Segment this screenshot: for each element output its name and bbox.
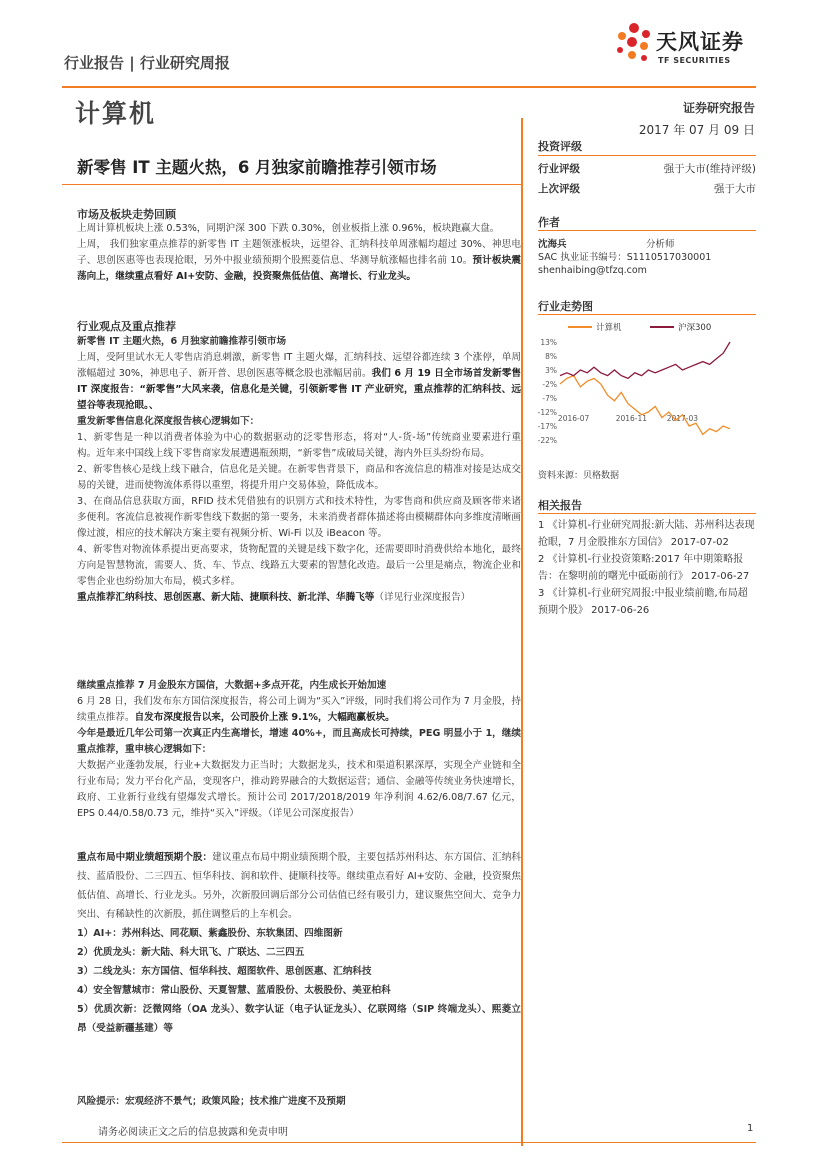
views-recommend-bold: 重点推荐汇纳科技、思创医惠、新大陆、捷顺科技、新北洋、华腾飞等 xyxy=(77,592,375,603)
views-point-2: 2、新零售核心是线上线下融合，信息化是关键。在新零售背景下，商品和客流信息的精准对接是达成交易的关键，进而使物流体系得以重塑，将提升用户交易体验，降低成本。 xyxy=(77,464,521,491)
stock-list-2: 2）优质龙头：新大陆、科大讯飞、广联达、二三四五 xyxy=(77,947,305,958)
trend-chart xyxy=(530,318,756,460)
dfgx-para-1 xyxy=(77,694,521,726)
author-role: 分析师 xyxy=(646,239,675,250)
author-divider xyxy=(538,230,756,231)
rating-title: 投资评级 xyxy=(538,140,582,153)
market-section-body xyxy=(77,221,521,285)
x-tick-label: 2017-03 xyxy=(666,414,699,423)
y-tick-label: -2% xyxy=(542,380,557,389)
rating-divider xyxy=(538,155,756,156)
prev-rating-value: 强于大市 xyxy=(714,183,756,195)
dfgx-para-1-text: 6 月 28 日，我们发布东方国信深度报告，将公司上调为“买入”评级，同时我们将公司作为 7 月金股，持续重点推荐。 xyxy=(77,696,521,723)
rating-value: 强于大市(维持评级) xyxy=(663,163,756,175)
chart-divider xyxy=(538,314,756,315)
author-row xyxy=(538,238,756,251)
views-para-1 xyxy=(77,350,521,414)
views-point-4: 4、新零售对物流体系提出更高要求，货物配置的关键是线下数字化，还需要即时消费供给本地化，最终方向是智慧物流，需要人、货、车、节点、线路五大要素的智慧化改造。最后一公里是痛点，物流企业和零售企业也纷纷加大布局，模式多样。 xyxy=(77,544,521,587)
y-tick-label: -22% xyxy=(537,436,557,445)
logo-mark-icon xyxy=(612,20,656,66)
y-tick-label: 13% xyxy=(540,338,557,347)
related-report-3[interactable]: 3 《计算机-行业研究周报:中报业绩前瞻,布局超预期个股》 2017-06-26 xyxy=(538,588,748,616)
y-tick-label: -7% xyxy=(542,394,557,403)
x-tick-label: 2016-11 xyxy=(615,414,648,423)
dfgx-para-1-bold: 自发布深度报告以来，公司股价上涨 9.1%，大幅跑赢板块。 xyxy=(134,712,395,723)
rating-label: 行业评级 xyxy=(538,163,580,175)
views-recommend-note: （详见行业深度报告） xyxy=(374,592,471,603)
dfgx-para-3: 大数据产业蓬勃发展，行业+大数据发力正当时；大数据龙头，技术和渠道积累深厚，实现全产业链和全行业布局；发力平台化产品，变现客户，推动跨界融合的大数据运营；通信、金融等传统业务快速增长，政府、工业新行业线有望爆发式增长。预计公司 2017/2018/2019 年净利润 4.62/6.08/7.67 亿元，EPS 0.44/0.58/0.73 元，维持“买入”评级。（详见公司深度报告） xyxy=(77,760,521,819)
midterm-text: 建议重点布局中期业绩预期个股，主要包括苏州科达、东方国信、汇纳科技、蓝盾股份、二三四五、恒华科技、润和软件、捷顺科技等。继续重点看好 AI+安防、金融，投资聚焦低估值、高增长、行业龙头。另外，次新股回调后部分公司估值已经有吸引力，建议聚焦空间大、竞争力突出、有稀缺性的次新股，抓住调整后的上车机会。 xyxy=(77,852,522,920)
y-tick-label: 8% xyxy=(545,352,557,361)
prev-rating-row xyxy=(538,181,756,196)
views-section-title: 行业观点及重点推荐 xyxy=(77,320,176,333)
title-divider xyxy=(62,184,522,185)
related-list xyxy=(538,517,756,619)
report-date: 2017 年 07 月 09 日 xyxy=(638,123,755,137)
logo-text-en: TF SECURITIES xyxy=(658,56,731,65)
views-para-1-bold: 我们 6 月 19 日全市场首发新零售 IT 深度报告：“新零售”大风来袭，信息化是关键，引领新零售 IT 产业研究，重点推荐的汇纳科技、远望谷等表现抢眼。、 xyxy=(77,368,521,411)
views-point-3: 3、在商品信息获取方面，RFID 技术凭借独有的识别方式和技术特性，为零售商和供应商及顾客带来诸多便利。客流信息被视作新零售线下数据的第一要务，未来消费者群体描述将由模糊群体向多维度清晰画像过渡，相应的技术解决方案主要有视频分析、Wi-Fi 以及 iBeacon 等。 xyxy=(77,496,521,539)
dfgx-para-2: 今年是最近几年公司第一次真正内生高增长，增速 40%+，而且高成长可持续，PEG 明显小于 1，继续重点推荐，重申核心逻辑如下： xyxy=(77,728,521,755)
report-type: 证券研究报告 xyxy=(682,101,755,115)
views-logic-title: 重发新零售信息化深度报告核心逻辑如下： xyxy=(77,416,260,427)
related-divider xyxy=(538,513,756,514)
market-para-2 xyxy=(77,237,521,285)
stock-list-4: 4）安全智慧城市：常山股份、天夏智慧、蓝盾股份、太极股份、美亚柏科 xyxy=(77,985,391,996)
stock-list-3: 3）二线龙头：东方国信、恒华科技、超图软件、思创医惠、汇纳科技 xyxy=(77,966,372,977)
header-divider xyxy=(62,86,756,88)
y-tick-label: -12% xyxy=(537,408,557,417)
report-category: 行业报告 | 行业研究周报 xyxy=(64,54,230,72)
views-section-body xyxy=(77,334,521,606)
chart-source: 资料来源：贝格数据 xyxy=(538,471,620,481)
related-report-1[interactable]: 1 《计算机-行业研究周报:新大陆、苏州科达表现抢眼，7 月金股推东方国信》 2017-07-02 xyxy=(538,520,755,548)
views-para-1-text: 上周，受阿里试水无人零售店消息刺激，新零售 IT 主题火爆，汇纳科技、远望谷都连续 3 个涨停，单周涨幅超过 30%，神思电子、新开普、思创医惠等概念股也涨幅居前。 xyxy=(77,352,521,379)
related-report-2[interactable]: 2 《计算机-行业投资策略:2017 年中期策略报告：在黎明前的曙光中砥砺前行》 2017-06-27 xyxy=(538,554,750,582)
series-line-0 xyxy=(557,376,730,435)
footer-divider xyxy=(62,1142,756,1143)
views-subtitle: 新零售 IT 主题火热，6 月独家前瞻推荐引领市场 xyxy=(77,336,287,347)
author-email: shenhaibing@tfzq.com xyxy=(538,265,647,276)
sector-title: 计算机 xyxy=(75,99,157,128)
logo-text: 天风证券 xyxy=(656,30,744,54)
legend-label-0: 计算机 xyxy=(596,323,622,333)
author-title: 作者 xyxy=(538,216,560,229)
midterm-bold: 重点布局中期业绩超预期个股： xyxy=(77,852,213,863)
related-title: 相关报告 xyxy=(538,499,582,512)
y-tick-label: -17% xyxy=(537,422,557,431)
market-section-title: 市场及板块走势回顾 xyxy=(77,208,176,221)
brand-logo xyxy=(612,20,757,68)
prev-rating-label: 上次评级 xyxy=(538,183,580,195)
stock-list-5: 5）优质次新：泛微网络（OA 龙头）、数字认证（电子认证龙头）、亿联网络（SIP 终端龙头）、熙菱立昂（受益新疆基建）等 xyxy=(77,1004,521,1034)
dfgx-section xyxy=(77,678,521,822)
series-line-1 xyxy=(560,342,730,378)
x-tick-label: 2016-07 xyxy=(557,414,590,423)
dfgx-title: 继续重点推荐 7 月金股东方国信，大数据+多点开花，内生成长开始加速 xyxy=(77,680,387,691)
risk-notice: 风险提示：宏观经济不景气；政策风险；技术推广进度不及预期 xyxy=(77,1096,346,1107)
views-recommend xyxy=(77,590,521,606)
page-title: 新零售 IT 主题火热，6 月独家前瞻推荐引领市场 xyxy=(77,158,437,177)
legend-label-1: 沪深300 xyxy=(678,323,712,333)
market-para-1: 上周计算机板块上涨 0.53%，同期沪深 300 下跌 0.30%，创业板指上涨 0.96%，板块跑赢大盘。 xyxy=(77,223,500,234)
market-para-2-text: 上周， 我们独家重点推荐的新零售 IT 主题领涨板块，远望谷、汇纳科技单周涨幅均超过 30%、神思电子、思创医惠等也表现抢眼，另外中报业绩预期个股熙菱信息、华测导航涨幅也排名前 10。 xyxy=(77,239,521,266)
views-point-1: 1、新零售是一种以消费者体验为中心的数据驱动的泛零售形态，将对“人-货-场”传统商业要素进行重构。近年来中国线上线下零售商家发展遭遇瓶颈期，“新零售”成破局关键，海内外巨头纷纷布局。 xyxy=(77,432,521,459)
author-cert: SAC 执业证书编号：S1110517030001 xyxy=(538,252,712,263)
market-para-2-bold: 预计板块震荡向上，继续重点看好 AI+安防、金融，投资聚焦低估值、高增长、行业龙头。 xyxy=(77,255,521,282)
author-name: 沈海兵 xyxy=(538,239,567,250)
page-number: 1 xyxy=(747,1123,754,1134)
y-tick-label: 3% xyxy=(545,366,557,375)
midterm-section xyxy=(77,848,521,1038)
column-divider xyxy=(521,118,523,1146)
footer-disclaimer: 请务必阅读正文之后的信息披露和免责申明 xyxy=(98,1127,288,1138)
chart-title: 行业走势图 xyxy=(538,300,593,313)
midterm-para xyxy=(77,848,521,924)
stock-list-1: 1）AI+：苏州科达、同花顺、紫鑫股份、东软集团、四维图新 xyxy=(77,928,343,939)
author-block xyxy=(538,238,756,277)
rating-row xyxy=(538,161,756,176)
